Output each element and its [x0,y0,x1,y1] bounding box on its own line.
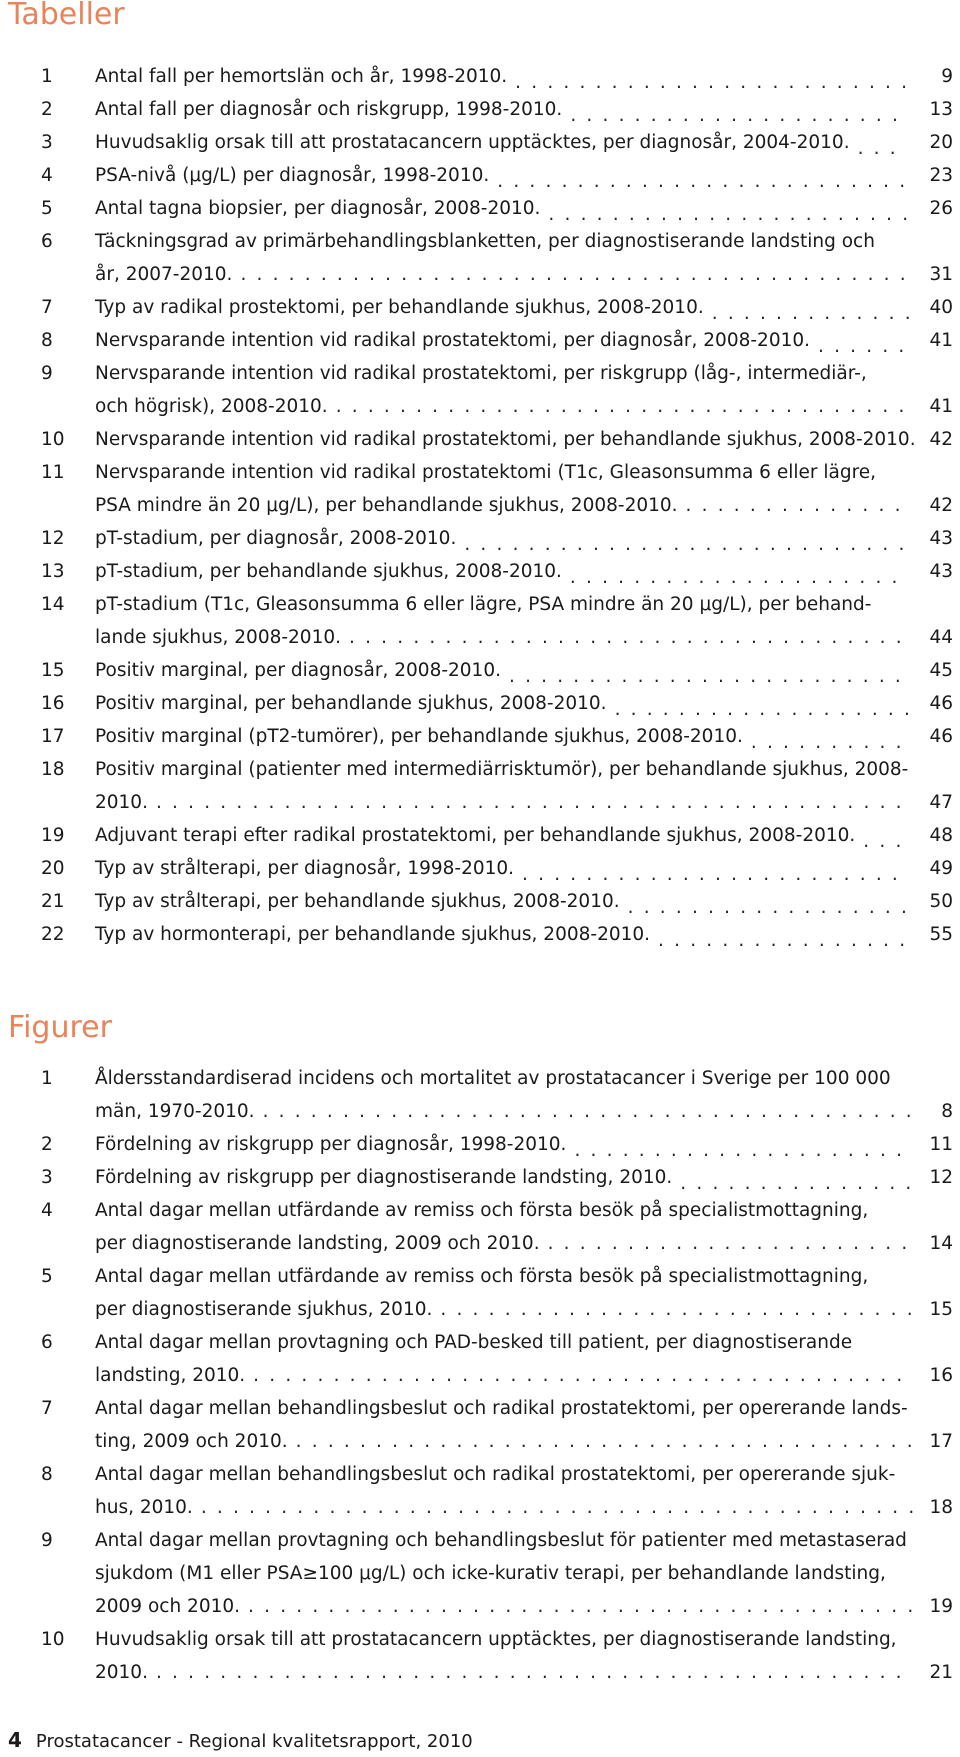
table-entry-title-continued: 2010. [95,792,148,813]
figure-entry-text [95,1458,900,1518]
table-entry-text [95,753,909,813]
table-entry-number: 7 [41,297,53,318]
table-entry-number: 5 [41,198,53,219]
table-entry-leader-dots: .................................... [335,396,915,417]
figure-entry-leader-dots: ....................... [547,1233,918,1254]
figure-entry-text [95,1392,908,1452]
table-entry-text [95,456,900,516]
table-entry[interactable] [0,126,960,159]
table-entry-number: 16 [41,693,65,714]
table-entry-page: 42 [929,429,953,450]
table-entry-title-continued: och högrisk), 2008-2010. [95,396,328,417]
table-entry-page: 46 [929,726,953,747]
table-entry-number: 12 [41,528,65,549]
figures-list [0,1062,960,1689]
table-entry-number: 3 [41,132,53,153]
figure-entry-number: 8 [41,1464,53,1485]
table-entry-text [95,126,900,159]
table-entry-text [95,423,916,456]
figure-entry-number: 10 [41,1629,65,1650]
figure-entry-page: 18 [929,1497,953,1518]
figure-entry-page: 12 [929,1167,953,1188]
table-entry-number: 8 [41,330,53,351]
table-entry-leader-dots: .................. [627,897,918,918]
table-entry[interactable] [0,357,960,423]
figure-entry-title: Antal dagar mellan provtagning och PAD-besked till patient, per diagnostiserande [95,1332,853,1353]
table-entry-page: 48 [929,825,953,846]
table-entry-number: 21 [41,891,65,912]
table-entry-title: Typ av strålterapi, per diagnosår, 1998-2010. [95,858,515,879]
table-entry-number: 11 [41,462,65,483]
table-entry[interactable] [0,687,960,720]
figure-entry-number: 7 [41,1398,53,1419]
table-entry-title: pT-stadium, per behandlande sjukhus, 2008-2010. [95,561,562,582]
figure-entry-title: Antal dagar mellan provtagning och behandlingsbeslut för patienter med metastaserad [95,1530,907,1551]
figure-entry[interactable] [0,1623,960,1689]
table-entry-leader-dots: ...... [818,336,915,357]
table-entry-title: Positiv marginal (patienter med intermediärrisktumör), per behandlande sjukhus, 2008- [95,759,909,780]
table-entry-leader-dots: ......................... [508,666,911,687]
table-entry-leader-dots: ................... [614,699,921,720]
table-entry-number: 20 [41,858,65,879]
table-entry-page: 40 [929,297,953,318]
table-entry-text [95,588,900,648]
figure-entry-leader-dots: ......................................... [253,1365,913,1386]
table-entry-number: 14 [41,594,65,615]
table-entry-title: Antal fall per hemortslän och år, 1998-2010. [95,66,508,87]
table-entry-page: 41 [929,330,953,351]
figure-entry[interactable] [0,1062,960,1128]
table-entry-page: 23 [929,165,953,186]
figure-entry-title-continued: landsting, 2010. [95,1365,246,1386]
table-entry-title: pT-stadium, per diagnosår, 2008-2010. [95,528,457,549]
figures-heading: Figurer [8,1010,112,1045]
table-entry[interactable] [0,588,960,654]
table-entry-leader-dots: .......................................... [240,264,916,285]
figure-entry-title-continued: per diagnostiserande landsting, 2009 och 2010. [95,1233,540,1254]
table-entry-page: 49 [929,858,953,879]
table-entry-number: 19 [41,825,65,846]
table-entry-text [95,324,900,357]
figure-entry-leader-dots: ......................................... [262,1101,922,1122]
table-entry-number: 4 [41,165,53,186]
table-entry-title: Typ av hormonterapi, per behandlande sjukhus, 2008-2010. [95,924,651,945]
table-entry-page: 42 [929,495,953,516]
page-footer [8,1728,473,1752]
table-entry-number: 13 [41,561,65,582]
figure-entry-leader-dots: ............................................... [155,1662,912,1683]
figure-entry-leader-dots: ....................................... [295,1431,923,1452]
table-entry-title: Positiv marginal, per diagnosår, 2008-2010. [95,660,501,681]
figure-entry[interactable] [0,1524,960,1623]
table-entry[interactable] [0,93,960,126]
table-entry[interactable] [0,324,960,357]
table-entry-number: 15 [41,660,65,681]
table-entry-title: Antal fall per diagnosår och riskgrupp, 1998-2010. [95,99,563,120]
table-entry-number: 10 [41,429,65,450]
figure-entry[interactable] [0,1194,960,1260]
table-entry-page: 47 [929,792,953,813]
table-entry-leader-dots: ..................... [569,567,908,588]
table-entry[interactable] [0,885,960,918]
table-entry-title: Nervsparande intention vid radikal prostatektomi (T1c, Gleasonsumma 6 eller lägre, [95,462,877,483]
figure-entry-leader-dots: .......................................... [248,1596,924,1617]
figure-entry-title-continued: män, 1970-2010. [95,1101,255,1122]
table-entry-number: 6 [41,231,53,252]
table-entry-page: 31 [929,264,953,285]
table-entry-leader-dots: ..................... [570,105,909,126]
table-entry-text [95,225,900,285]
table-entry[interactable] [0,225,960,291]
table-entry-title: Adjuvant terapi efter radikal prostatektomi, per behandlande sjukhus, 2008-2010. [95,825,856,846]
figure-entry-title: Antal dagar mellan behandlingsbeslut och radikal prostatektomi, per opererande sjuk- [95,1464,896,1485]
table-entry-number: 9 [41,363,53,384]
table-entry-text [95,357,900,417]
figure-entry-title: Fördelning av riskgrupp per diagnostiserande landsting, 2010. [95,1167,673,1188]
figure-entry-text [95,1062,900,1122]
table-entry-page: 50 [929,891,953,912]
figure-entry-page: 21 [929,1662,953,1683]
figure-entry-title-continued: sjukdom (M1 eller PSA≥100 μg/L) och icke-kurativ terapi, per behandlande landsting, [95,1563,886,1584]
table-entry-title: Positiv marginal (pT2-tumörer), per behandlande sjukhus, 2008-2010. [95,726,743,747]
table-entry-title: Nervsparande intention vid radikal prostatektomi, per behandlande sjukhus, 2008-2010. [95,429,916,450]
figure-entry-text [95,1260,900,1320]
figure-entry[interactable] [0,1128,960,1161]
figure-entry-page: 15 [929,1299,953,1320]
table-entry[interactable] [0,555,960,588]
table-entry-leader-dots: ........................ [522,864,908,885]
table-entry[interactable] [0,654,960,687]
figure-entry-leader-dots: ..................... [574,1140,913,1161]
table-entry[interactable] [0,423,960,456]
table-entry-page: 20 [929,132,953,153]
table-entry[interactable] [0,291,960,324]
table-entry[interactable] [0,192,960,225]
table-entry-leader-dots: ............................ [464,534,915,555]
figure-entry-leader-dots: ............................................. [200,1497,925,1518]
figure-entry-text [95,1623,900,1683]
tables-heading: Tabeller [8,0,125,32]
table-entry-title: Positiv marginal, per behandlande sjukhus, 2008-2010. [95,693,607,714]
table-entry-leader-dots: ............................................... [155,792,912,813]
table-entry-title: Antal tagna biopsier, per diagnosår, 2008-2010. [95,198,541,219]
figure-entry[interactable] [0,1392,960,1458]
table-entry-leader-dots: ... [863,831,912,852]
table-entry[interactable] [0,60,960,93]
table-entry[interactable] [0,456,960,522]
table-entry-number: 1 [41,66,53,87]
figure-entry-title-continued: 2010. [95,1662,148,1683]
table-entry[interactable] [0,522,960,555]
figure-entry-title: Åldersstandardiserad incidens och mortalitet av prostatacancer i Sverige per 100 000 [95,1068,891,1089]
table-entry-title: Typ av strålterapi, per behandlande sjukhus, 2008-2010. [95,891,620,912]
tables-list [0,60,960,951]
figure-entry-leader-dots: ............... [680,1173,922,1194]
table-entry-leader-dots: .......................... [497,171,916,192]
figure-entry-page: 19 [929,1596,953,1617]
figure-entry-title: Huvudsaklig orsak till att prostatacancern upptäcktes, per diagnostiserande landsting, [95,1629,897,1650]
table-entry-page: 46 [929,693,953,714]
table-entry-title-continued: lande sjukhus, 2008-2010. [95,627,341,648]
table-entry[interactable] [0,159,960,192]
table-entry[interactable] [0,852,960,885]
table-entry-title: PSA-nivå (μg/L) per diagnosår, 1998-2010. [95,165,490,186]
figure-entry[interactable] [0,1260,960,1326]
figure-entry-text [95,1326,900,1386]
figure-entry[interactable] [0,1458,960,1524]
figure-entry-title: Fördelning av riskgrupp per diagnosår, 1998-2010. [95,1134,567,1155]
figure-entry-number: 2 [41,1134,53,1155]
table-entry-leader-dots: ......................... [515,72,918,93]
figure-entry-page: 8 [941,1101,953,1122]
table-entry-title-continued: år, 2007-2010. [95,264,233,285]
table-entry-title: Nervsparande intention vid radikal prostatektomi, per diagnosår, 2008-2010. [95,330,811,351]
figure-entry-page: 16 [929,1365,953,1386]
figure-entry-page: 11 [929,1134,953,1155]
table-entry-number: 18 [41,759,65,780]
table-entry[interactable] [0,753,960,819]
table-entry-page: 26 [929,198,953,219]
table-entry-page: 55 [929,924,953,945]
footer-page-number: 4 [8,1728,22,1752]
figure-entry-text [95,1194,900,1254]
figure-entry-number: 4 [41,1200,53,1221]
figure-entry-title-continued: 2009 och 2010. [95,1596,241,1617]
table-entry-title: Typ av radikal prostektomi, per behandlande sjukhus, 2008-2010. [95,297,704,318]
table-entry-text [95,819,900,852]
figure-entry-number: 5 [41,1266,53,1287]
figure-entry-page: 14 [929,1233,953,1254]
table-entry-leader-dots: .............. [685,495,911,516]
figure-entry-title: Antal dagar mellan utfärdande av remiss och första besök på specialistmottagning, [95,1266,869,1287]
table-entry-page: 13 [929,99,953,120]
figure-entry-number: 9 [41,1530,53,1551]
table-entry-title: Nervsparande intention vid radikal prostatektomi, per riskgrupp (låg-, intermediär-, [95,363,867,384]
figure-entry-title-continued: ting, 2009 och 2010. [95,1431,288,1452]
figure-entry[interactable] [0,1161,960,1194]
table-entry-leader-dots: ....................... [548,204,919,225]
table-entry-page: 44 [929,627,953,648]
table-entry[interactable] [0,819,960,852]
figure-entry-leader-dots: .............................. [440,1299,923,1320]
table-entry-title-continued: PSA mindre än 20 μg/L), per behandlande sjukhus, 2008-2010. [95,495,678,516]
table-entry-title: Huvudsaklig orsak till att prostatacancern upptäcktes, per diagnosår, 2004-2010. [95,132,850,153]
figure-entry-title: Antal dagar mellan behandlingsbeslut och radikal prostatektomi, per opererande lands- [95,1398,908,1419]
table-entry-leader-dots: ................ [658,930,916,951]
figure-entry-number: 1 [41,1068,53,1089]
footer-text: Prostatacancer - Regional kvalitetsrapport, 2010 [35,1731,473,1752]
table-entry-leader-dots: ... [857,138,906,159]
table-entry-number: 2 [41,99,53,120]
table-entry-leader-dots: ................................... [349,627,912,648]
figure-entry-title: Antal dagar mellan utfärdande av remiss och första besök på specialistmottagning, [95,1200,869,1221]
figure-entry-title-continued: per diagnostiserande sjukhus, 2010. [95,1299,433,1320]
table-entry-page: 43 [929,561,953,582]
table-entry-title: Täckningsgrad av primärbehandlingsblanketten, per diagnostiserande landsting och [95,231,875,252]
table-entry-page: 41 [929,396,953,417]
table-entry-leader-dots: ............. [711,303,921,324]
figure-entry-number: 6 [41,1332,53,1353]
figure-entry-number: 3 [41,1167,53,1188]
table-entry-page: 9 [941,66,953,87]
figure-entry-title-continued: hus, 2010. [95,1497,193,1518]
table-entry-leader-dots: .......... [750,732,912,753]
table-entry[interactable] [0,720,960,753]
figure-entry-page: 17 [929,1431,953,1452]
figure-entry-text [95,1524,907,1617]
table-entry-page: 45 [929,660,953,681]
table-entry-number: 17 [41,726,65,747]
table-entry-number: 22 [41,924,65,945]
table-entry-page: 43 [929,528,953,549]
table-entry[interactable] [0,918,960,951]
table-entry-title: pT-stadium (T1c, Gleasonsumma 6 eller lägre, PSA mindre än 20 μg/L), per behand- [95,594,872,615]
figure-entry[interactable] [0,1326,960,1392]
